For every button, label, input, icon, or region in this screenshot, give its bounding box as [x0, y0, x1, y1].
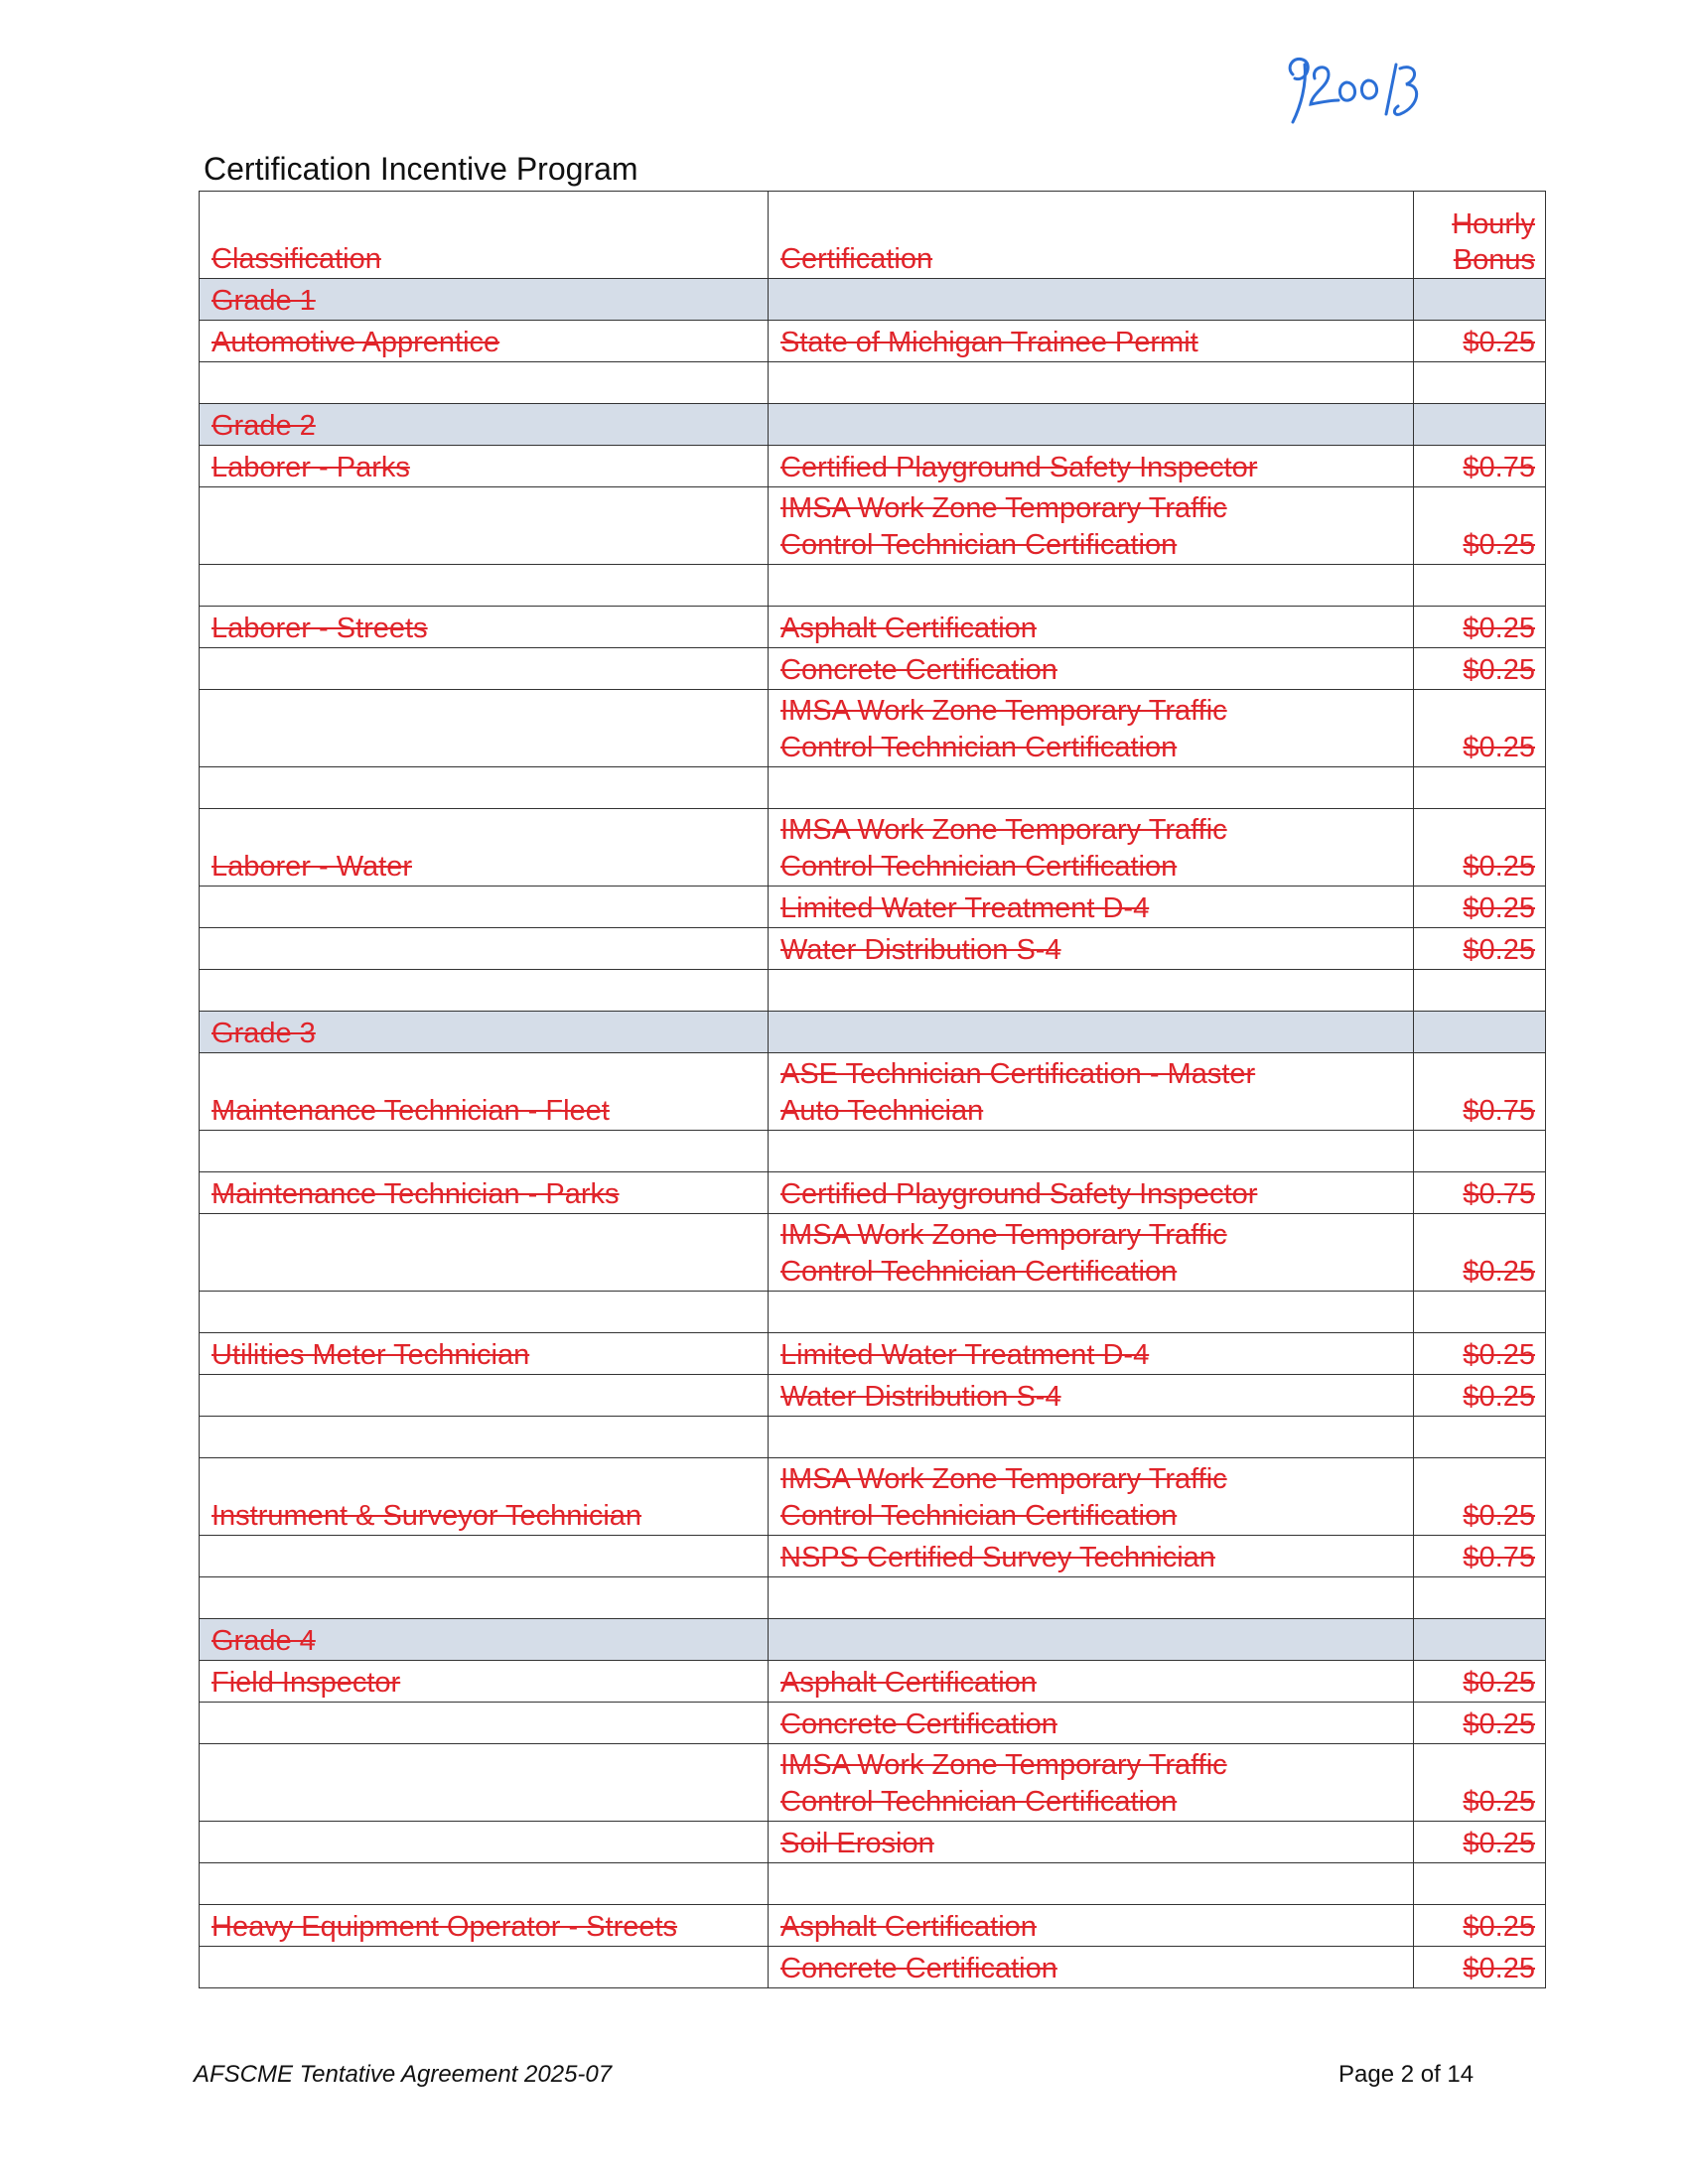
- classification-cell: [200, 487, 769, 565]
- table-row: [200, 1375, 1546, 1417]
- table-row: [200, 1214, 1546, 1292]
- classification-cell: [200, 362, 769, 404]
- spacer-row: [200, 767, 1546, 809]
- classification-cell: Grade 1: [200, 279, 769, 321]
- classification-cell: Laborer - Parks: [200, 446, 769, 487]
- hourly-bonus-cell: [1414, 362, 1546, 404]
- certification-cell: [769, 767, 1414, 809]
- page-title: Certification Incentive Program: [204, 151, 638, 187]
- classification-cell: [200, 1703, 769, 1744]
- certification-cell: Limited Water Treatment D-4: [769, 1333, 1414, 1375]
- table-header-row: [200, 192, 1546, 279]
- certification-cell: Asphalt Certification: [769, 1905, 1414, 1947]
- table-row: [200, 928, 1546, 970]
- classification-cell: Automotive Apprentice: [200, 321, 769, 362]
- hourly-bonus-cell: $0.75: [1414, 446, 1546, 487]
- classification-cell: Grade 4: [200, 1619, 769, 1661]
- certification-cell: Concrete Certification: [769, 1947, 1414, 1988]
- hourly-bonus-cell: $0.25: [1414, 690, 1546, 767]
- certification-cell: IMSA Work Zone Temporary Traffic Control Technician Certification: [769, 809, 1414, 887]
- certification-cell: State of Michigan Trainee Permit: [769, 321, 1414, 362]
- classification-cell: [200, 1577, 769, 1619]
- hourly-bonus-cell: [1414, 1619, 1546, 1661]
- hourly-bonus-cell: [1414, 767, 1546, 809]
- hourly-bonus-cell: $0.25: [1414, 809, 1546, 887]
- hourly-bonus-cell: $0.25: [1414, 648, 1546, 690]
- header-hourly-bonus: Hourly Bonus: [1414, 192, 1546, 279]
- certification-cell: IMSA Work Zone Temporary Traffic Control Technician Certification: [769, 690, 1414, 767]
- table-row: [200, 809, 1546, 887]
- table-row: [200, 1458, 1546, 1536]
- certification-cell: [769, 1012, 1414, 1053]
- table-row: [200, 1905, 1546, 1947]
- classification-cell: [200, 887, 769, 928]
- certification-cell: [769, 1292, 1414, 1333]
- hourly-bonus-cell: $0.75: [1414, 1536, 1546, 1577]
- certification-cell: ASE Technician Certification - Master Auto Technician: [769, 1053, 1414, 1131]
- header-classification: Classification: [200, 192, 769, 279]
- certification-cell: Certified Playground Safety Inspector: [769, 1172, 1414, 1214]
- classification-cell: Utilities Meter Technician: [200, 1333, 769, 1375]
- hourly-bonus-cell: $0.25: [1414, 1947, 1546, 1988]
- table-row: [200, 1053, 1546, 1131]
- classification-cell: Maintenance Technician - Parks: [200, 1172, 769, 1214]
- table-row: [200, 648, 1546, 690]
- table-row: [200, 1333, 1546, 1375]
- table-row: [200, 1744, 1546, 1822]
- classification-cell: [200, 648, 769, 690]
- certification-cell: Soil Erosion: [769, 1822, 1414, 1863]
- classification-cell: Laborer - Streets: [200, 607, 769, 648]
- hourly-bonus-cell: [1414, 1577, 1546, 1619]
- classification-cell: Maintenance Technician - Fleet: [200, 1053, 769, 1131]
- spacer-row: [200, 1863, 1546, 1905]
- certification-cell: IMSA Work Zone Temporary Traffic Control Technician Certification: [769, 487, 1414, 565]
- hourly-bonus-cell: [1414, 404, 1546, 446]
- table-row: [200, 1947, 1546, 1988]
- certification-cell: [769, 1417, 1414, 1458]
- table-row: [200, 321, 1546, 362]
- certification-cell: Asphalt Certification: [769, 1661, 1414, 1703]
- classification-cell: Grade 3: [200, 1012, 769, 1053]
- classification-cell: Heavy Equipment Operator - Streets: [200, 1905, 769, 1947]
- certification-cell: Concrete Certification: [769, 1703, 1414, 1744]
- hourly-bonus-cell: $0.75: [1414, 1053, 1546, 1131]
- certification-cell: [769, 1577, 1414, 1619]
- certification-cell: [769, 1863, 1414, 1905]
- certification-cell: [769, 1619, 1414, 1661]
- table-row: [200, 1536, 1546, 1577]
- certification-cell: Water Distribution S-4: [769, 928, 1414, 970]
- hourly-bonus-cell: $0.25: [1414, 1905, 1546, 1947]
- certification-cell: IMSA Work Zone Temporary Traffic Control Technician Certification: [769, 1458, 1414, 1536]
- hourly-bonus-cell: $0.25: [1414, 607, 1546, 648]
- hourly-bonus-cell: [1414, 1131, 1546, 1172]
- classification-cell: [200, 1214, 769, 1292]
- classification-cell: [200, 1131, 769, 1172]
- certification-cell: IMSA Work Zone Temporary Traffic Control Technician Certification: [769, 1744, 1414, 1822]
- spacer-row: [200, 1131, 1546, 1172]
- hourly-bonus-cell: $0.25: [1414, 1458, 1546, 1536]
- table-row: [200, 887, 1546, 928]
- hourly-bonus-cell: $0.25: [1414, 487, 1546, 565]
- spacer-row: [200, 362, 1546, 404]
- hourly-bonus-cell: $0.25: [1414, 1333, 1546, 1375]
- table-row: [200, 1172, 1546, 1214]
- certification-cell: Asphalt Certification: [769, 607, 1414, 648]
- spacer-row: [200, 1577, 1546, 1619]
- table-row: [200, 1822, 1546, 1863]
- hourly-bonus-cell: [1414, 1012, 1546, 1053]
- classification-cell: [200, 1744, 769, 1822]
- handwritten-initials-signature: [1281, 45, 1430, 134]
- certification-cell: [769, 565, 1414, 607]
- certification-cell: [769, 1131, 1414, 1172]
- grade-row: [200, 279, 1546, 321]
- hourly-bonus-cell: $0.25: [1414, 1744, 1546, 1822]
- classification-cell: [200, 928, 769, 970]
- hourly-bonus-cell: [1414, 1292, 1546, 1333]
- classification-cell: Grade 2: [200, 404, 769, 446]
- spacer-row: [200, 1292, 1546, 1333]
- hourly-bonus-cell: $0.25: [1414, 1375, 1546, 1417]
- hourly-bonus-cell: $0.25: [1414, 1822, 1546, 1863]
- classification-cell: [200, 1947, 769, 1988]
- certification-cell: Certified Playground Safety Inspector: [769, 446, 1414, 487]
- spacer-row: [200, 970, 1546, 1012]
- footer-page-number: Page 2 of 14: [1338, 2061, 1475, 2088]
- classification-cell: [200, 1536, 769, 1577]
- table-row: [200, 487, 1546, 565]
- certification-cell: [769, 404, 1414, 446]
- grade-row: [200, 1619, 1546, 1661]
- classification-cell: [200, 1375, 769, 1417]
- certification-cell: [769, 970, 1414, 1012]
- hourly-bonus-cell: $0.25: [1414, 1214, 1546, 1292]
- table-row: [200, 690, 1546, 767]
- certification-cell: Limited Water Treatment D-4: [769, 887, 1414, 928]
- hourly-bonus-cell: $0.25: [1414, 928, 1546, 970]
- table-row: [200, 607, 1546, 648]
- classification-cell: Instrument & Surveyor Technician: [200, 1458, 769, 1536]
- hourly-bonus-cell: [1414, 1863, 1546, 1905]
- certification-cell: [769, 362, 1414, 404]
- grade-row: [200, 404, 1546, 446]
- classification-cell: [200, 565, 769, 607]
- classification-cell: [200, 1292, 769, 1333]
- hourly-bonus-cell: [1414, 565, 1546, 607]
- table-row: [200, 1703, 1546, 1744]
- classification-cell: Laborer - Water: [200, 809, 769, 887]
- certification-cell: Concrete Certification: [769, 648, 1414, 690]
- certification-cell: [769, 279, 1414, 321]
- classification-cell: Field Inspector: [200, 1661, 769, 1703]
- hourly-bonus-cell: [1414, 970, 1546, 1012]
- certification-cell: NSPS Certified Survey Technician: [769, 1536, 1414, 1577]
- spacer-row: [200, 565, 1546, 607]
- classification-cell: [200, 970, 769, 1012]
- classification-cell: [200, 1863, 769, 1905]
- hourly-bonus-cell: $0.25: [1414, 887, 1546, 928]
- hourly-bonus-cell: [1414, 1417, 1546, 1458]
- certification-table: [199, 191, 1546, 1988]
- grade-row: [200, 1012, 1546, 1053]
- hourly-bonus-cell: $0.25: [1414, 321, 1546, 362]
- header-certification: Certification: [769, 192, 1414, 279]
- table-row: [200, 446, 1546, 487]
- hourly-bonus-cell: $0.75: [1414, 1172, 1546, 1214]
- footer-document-label: AFSCME Tentative Agreement 2025-07: [194, 2061, 613, 2088]
- hourly-bonus-cell: $0.25: [1414, 1703, 1546, 1744]
- spacer-row: [200, 1417, 1546, 1458]
- hourly-bonus-cell: [1414, 279, 1546, 321]
- classification-cell: [200, 1822, 769, 1863]
- classification-cell: [200, 690, 769, 767]
- hourly-bonus-cell: $0.25: [1414, 1661, 1546, 1703]
- classification-cell: [200, 1417, 769, 1458]
- certification-cell: Water Distribution S-4: [769, 1375, 1414, 1417]
- classification-cell: [200, 767, 769, 809]
- table-row: [200, 1661, 1546, 1703]
- certification-cell: IMSA Work Zone Temporary Traffic Control Technician Certification: [769, 1214, 1414, 1292]
